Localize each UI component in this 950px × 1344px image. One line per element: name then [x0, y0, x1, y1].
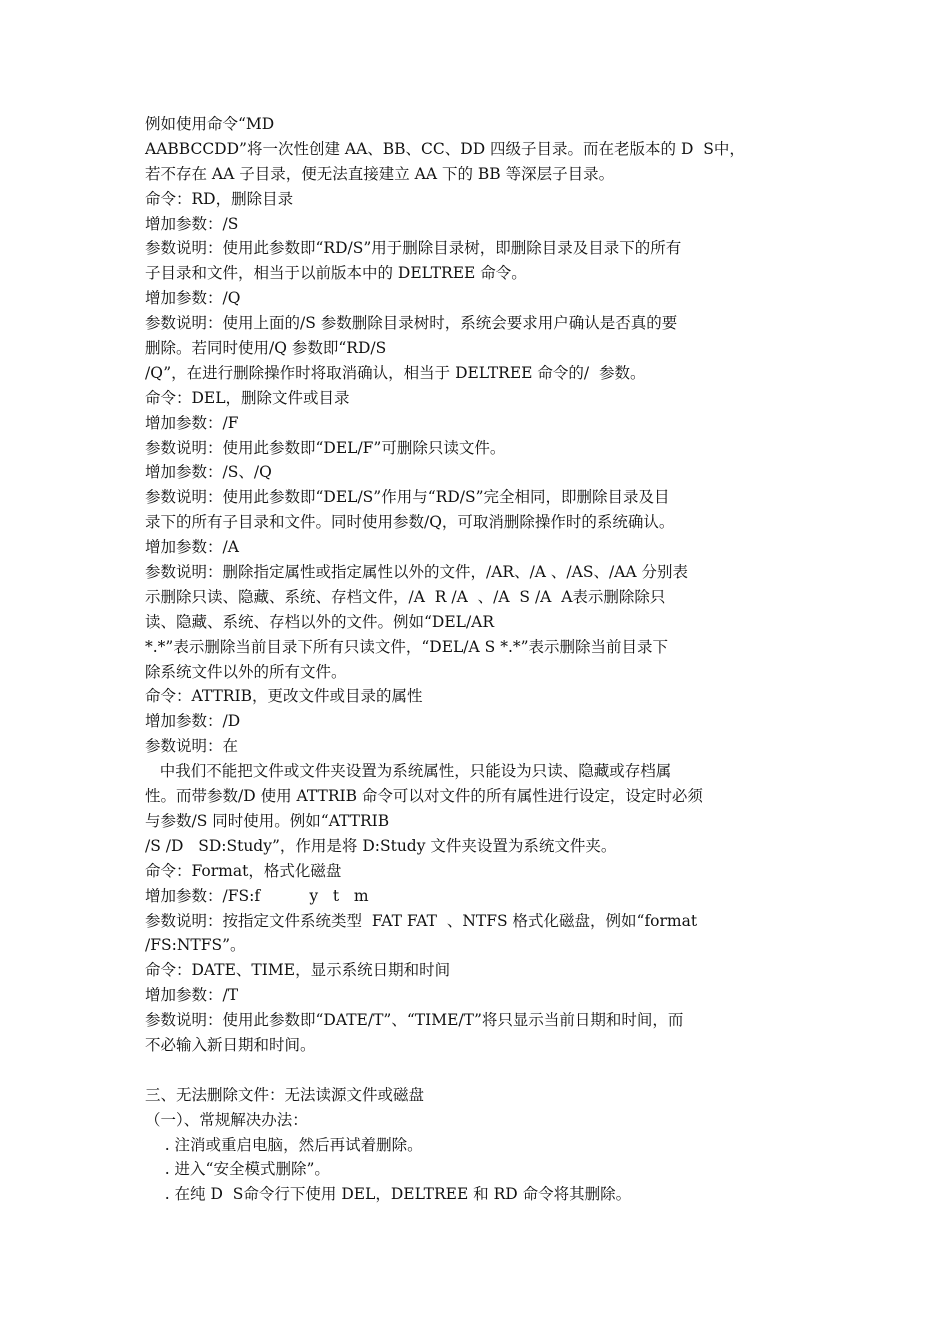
text-line: 与参数/S 同时使用。例如“ATTRIB	[145, 811, 390, 830]
document-page	[145, 112, 810, 1207]
text-line: 增加参数：/F	[145, 413, 239, 432]
text-line: 若不存在 AA 子目录，便无法直接建立 AA 下的 BB 等深层子目录。	[145, 164, 615, 183]
text-line: 增加参数：/A	[145, 538, 239, 557]
text-line: 除系统文件以外的所有文件。	[145, 662, 347, 681]
text-line: 命令：DEL，删除文件或目录	[145, 388, 350, 407]
text-line: 增加参数：/T	[145, 986, 239, 1005]
text-line: 删除。若同时使用/Q 参数即“RD/S	[145, 339, 387, 358]
text-line: 读、隐藏、系统、存档以外的文件。例如“DEL/AR	[145, 612, 495, 631]
text-line: 增加参数：/S、/Q	[145, 463, 272, 482]
text-line: 示删除只读、隐藏、系统、存档文件，/A R /A 、/A S /A A表示删除除只	[145, 587, 666, 606]
text-line: 参数说明：使用此参数即“DEL/F”可删除只读文件。	[145, 438, 506, 457]
text-line: . 进入“安全模式删除”。	[145, 1160, 330, 1179]
text-line: 增加参数：/Q	[145, 289, 241, 308]
text-line: 参数说明：使用此参数即“DATE/T”、“TIME/T”将只显示当前日期和时间，而	[145, 1011, 684, 1030]
text-line: 不必输入新日期和时间。	[145, 1035, 316, 1054]
text-line: . 在纯 D S命令行下使用 DEL，DELTREE 和 RD 命令将其删除。	[145, 1185, 632, 1204]
text-line: 中我们不能把文件或文件夹设置为系统属性，只能设为只读、隐藏或存档属	[145, 762, 672, 781]
text-line: 参数说明：删除指定属性或指定属性以外的文件，/AR、/A 、/AS、/AA 分别表	[145, 563, 689, 582]
text-line: 参数说明：使用此参数即“DEL/S”作用与“RD/S”完全相同，即删除目录及目	[145, 488, 670, 507]
text-line: /FS:NTFS”。	[145, 936, 246, 955]
text-line: 例如使用命令“MD	[145, 115, 275, 133]
text-line: 参数说明：按指定文件系统类型 FAT FAT 、NTFS 格式化磁盘，例如“format	[145, 911, 698, 930]
text-line: 性。而带参数/D 使用 ATTRIB 命令可以对文件的所有属性进行设定，设定时必须	[145, 787, 703, 806]
text-line: 命令：RD，删除目录	[145, 189, 294, 208]
text-line: 增加参数：/D	[145, 712, 241, 731]
text-line: 命令：Format，格式化磁盘	[145, 861, 342, 880]
text-line: 三、无法删除文件：无法读源文件或磁盘	[145, 1085, 425, 1104]
text-line: 子目录和文件，相当于以前版本中的 DELTREE 命令。	[145, 264, 527, 283]
text-line: 参数说明：在	[145, 737, 239, 756]
text-line: . 注消或重启电脑，然后再试着删除。	[145, 1135, 423, 1154]
text-line: （一）、常规解决办法：	[145, 1110, 308, 1129]
text-line: 参数说明：使用上面的/S 参数删除目录树时，系统会要求用户确认是否真的要	[145, 314, 678, 333]
text-line: 命令：ATTRIB，更改文件或目录的属性	[145, 687, 423, 706]
text-line: *.*”表示删除当前目录下所有只读文件，“DEL/A S *.*”表示删除当前目录下	[145, 637, 669, 656]
text-line: /S /D SD:Study”，作用是将 D:Study 文件夹设置为系统文件夹。	[145, 836, 617, 855]
text-line: /Q”，在进行删除操作时将取消确认，相当于 DELTREE 命令的/ 参数。	[145, 363, 646, 382]
text-line: 命令：DATE、TIME，显示系统日期和时间	[145, 961, 451, 980]
text-line: AABBCCDD”将一次性创建 AA、BB、CC、DD 四级子目录。而在老版本的 D S中，	[145, 139, 745, 158]
text-line: 增加参数：/S	[145, 214, 239, 233]
text-line: 录下的所有子目录和文件。同时使用参数/Q，可取消删除操作时的系统确认。	[145, 513, 675, 532]
text-line: 参数说明：使用此参数即“RD/S”用于删除目录树，即删除目录及目录下的所有	[145, 239, 682, 258]
text-line: 增加参数：/FS:f y t m	[145, 886, 369, 905]
blank-line	[145, 1058, 810, 1083]
